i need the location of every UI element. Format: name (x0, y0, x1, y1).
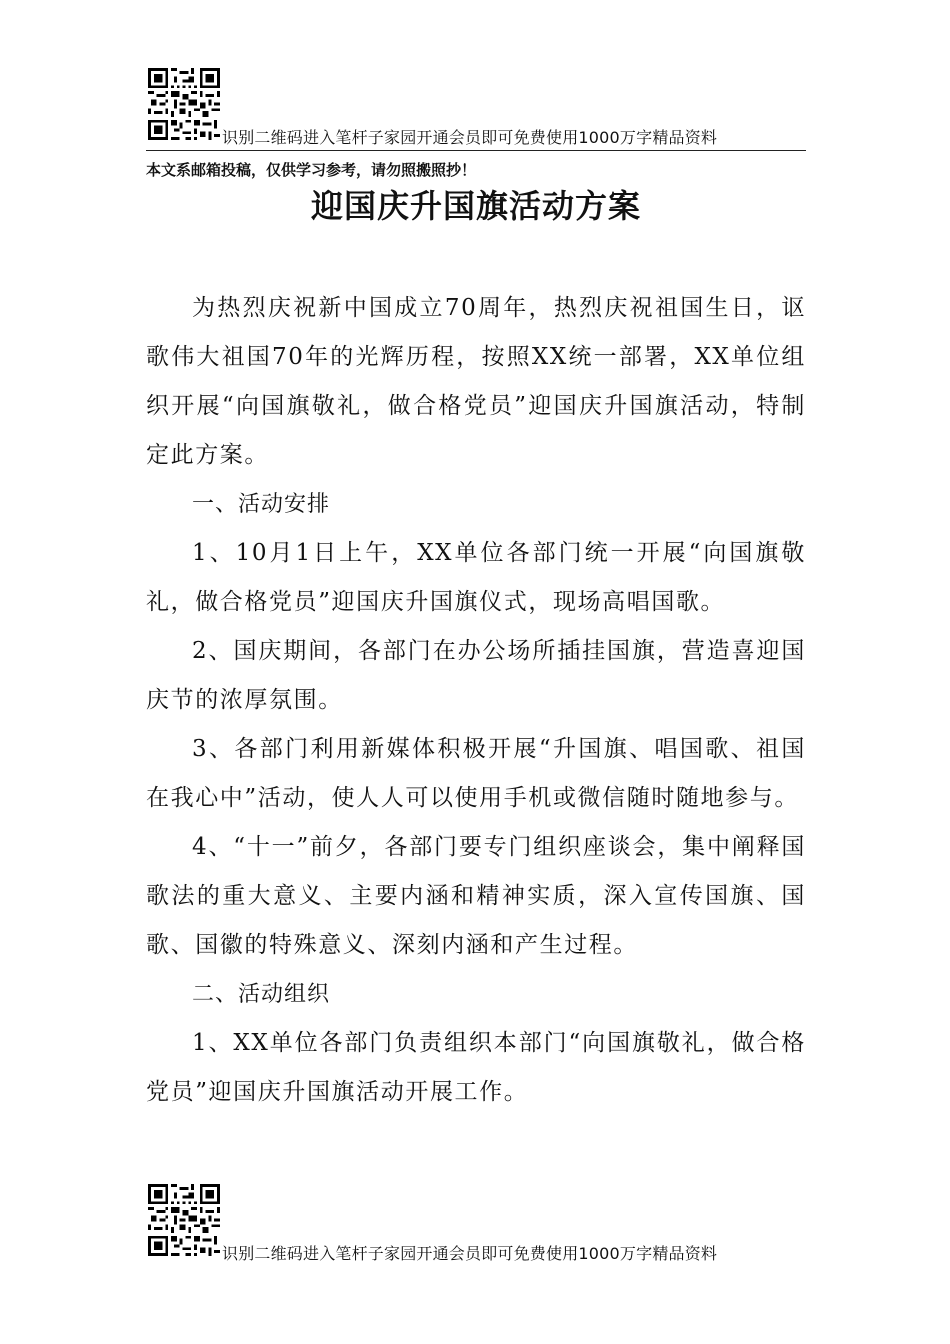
document-title: 迎国庆升国旗活动方案 (310, 187, 641, 225)
qr-code-bottom (148, 1184, 220, 1256)
section-heading: 一、活动安排 (192, 492, 331, 517)
header-divider (146, 150, 806, 151)
list-item: 4、“十一”前夕，各部门要专门组织座谈会，集中阐释国歌法的重大意义、主要内涵和精神实质，深入宣传国旗、国歌、国徽的特殊意义、深刻内涵和产生过程。 (146, 834, 806, 958)
copyright-notice: 本文系邮箱投稿，仅供学习参考，请勿照搬照抄！ (146, 161, 477, 179)
list-item: 1、XX单位各部门负责组织本部门“向国旗敬礼，做合格党员”迎国庆升国旗活动开展工作。 (146, 1030, 806, 1105)
intro-paragraph: 为热烈庆祝新中国成立70周年，热烈庆祝祖国生日，讴歌伟大祖国70年的光辉历程，按照XX统一部署，XX单位组织开展“向国旗敬礼，做合格党员”迎国庆升国旗活动，特制定此方案。 (146, 295, 806, 468)
document-body (146, 284, 806, 1117)
list-item: 2、国庆期间，各部门在办公场所插挂国旗，营造喜迎国庆节的浓厚氛围。 (146, 638, 806, 713)
qr-code-top (148, 68, 220, 140)
list-item: 3、各部门利用新媒体积极开展“升国旗、唱国歌、祖国在我心中”活动，使人人可以使用手机或微信随时随地参与。 (146, 736, 806, 811)
list-item: 1、10月1日上午，XX单位各部门统一开展“向国旗敬礼，做合格党员”迎国庆升国旗仪式，现场高唱国歌。 (146, 540, 806, 615)
section-heading: 二、活动组织 (192, 982, 331, 1007)
promo-banner-text: 识别二维码进入笔杆子家园开通会员即可免费使用1000万字精品资料 (222, 128, 718, 147)
promo-banner-text-footer: 识别二维码进入笔杆子家园开通会员即可免费使用1000万字精品资料 (222, 1244, 718, 1263)
